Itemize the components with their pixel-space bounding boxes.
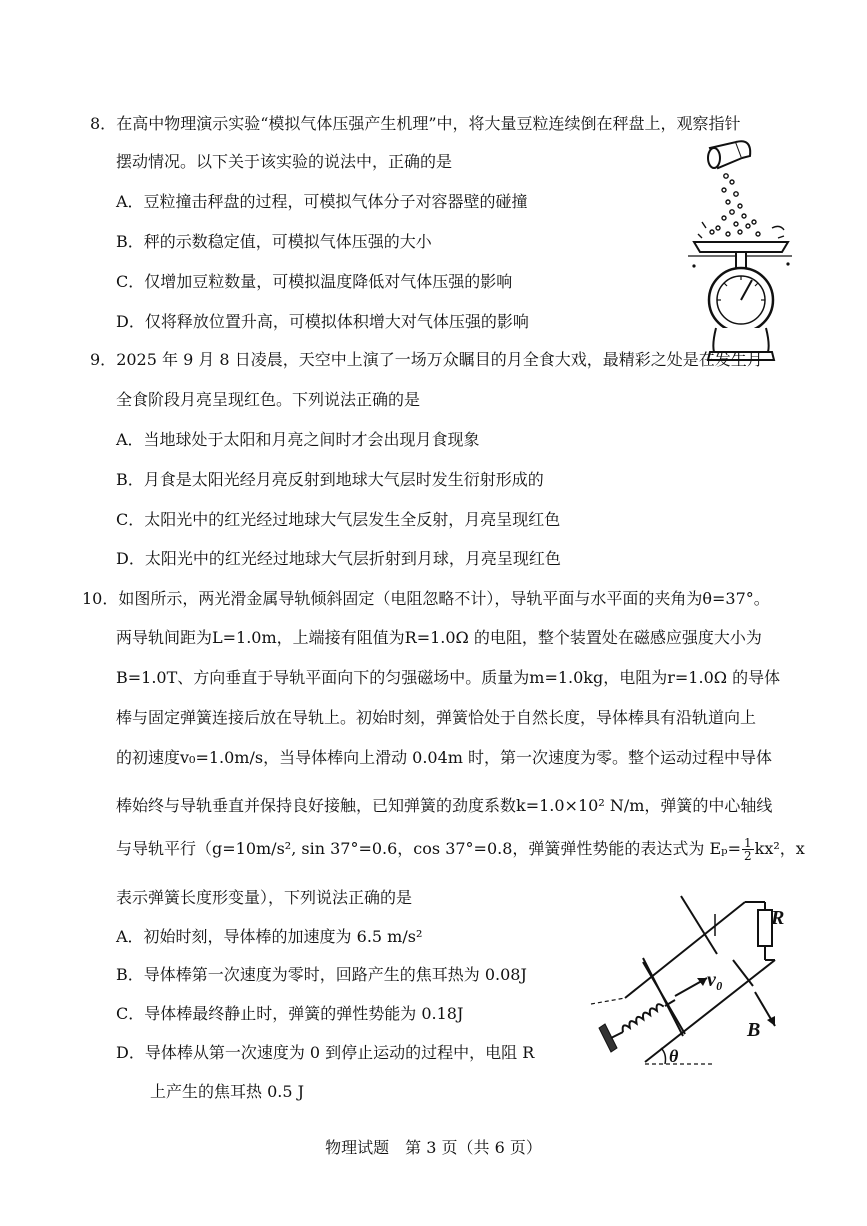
q10-stem-line5: 的初速度v₀=1.0m/s，当导体棒向上滑动 0.04m 时，第一次速度为零。整个运动过程中导体 — [116, 748, 773, 767]
q10-option-a: A．初始时刻，导体棒的加速度为 6.5 m/s² — [116, 927, 423, 946]
q8-number: 8． — [90, 114, 117, 133]
q10-option-b: B．导体棒第一次速度为零时，回路产生的焦耳热为 0.08J — [116, 965, 527, 984]
q8-stem-line1: 8．在高中物理演示实验“模拟气体压强产生机理”中，将大量豆粒连续倒在秤盘上，观察指针 — [90, 114, 741, 133]
q10-stem-line4: 棒与固定弹簧连接后放在导轨上。初始时刻，弹簧恰处于自然长度，导体棒具有沿轨道向上 — [116, 708, 757, 727]
q10-stem-line3: B=1.0T、方向垂直于导轨平面向下的匀强磁场中。质量为m=1.0kg，电阻为r=1.0Ω 的导体 — [116, 668, 781, 687]
q8-stem-line2: 摆动情况。以下关于该实验的说法中，正确的是 — [116, 152, 453, 171]
q10-number: 10． — [82, 589, 119, 608]
q9-number: 9． — [90, 350, 117, 369]
scale-figure — [688, 138, 798, 370]
rail-figure — [585, 892, 795, 1074]
q10-option-d: D．导体棒从第一次速度为 0 到停止运动的过程中，电阻 R — [116, 1043, 535, 1062]
q9-option-b: B．月食是太阳光经月亮反射到地球大气层时发生衍射形成的 — [116, 470, 544, 489]
q9-stem-line1: 9．2025 年 9 月 8 日凌晨，天空中上演了一场万众瞩目的月全食大戏，最精彩之处是在发生月 — [90, 350, 763, 369]
q9-option-a: A．当地球处于太阳和月亮之间时才会出现月食现象 — [116, 430, 480, 449]
q8-option-c: C．仅增加豆粒数量，可模拟温度降低对气体压强的影响 — [116, 272, 513, 291]
q9-option-d: D．太阳光中的红光经过地球大气层折射到月球，月亮呈现红色 — [116, 549, 561, 568]
q10-option-d-cont: 上产生的焦耳热 0.5 J — [150, 1082, 305, 1101]
q10-stem-line2: 两导轨间距为L=1.0m，上端接有阻值为R=1.0Ω 的电阻，整个装置处在磁感应强度大小为 — [116, 628, 762, 647]
one-half-fraction: $\frac{1}{2}$ — [743, 836, 752, 863]
q8-option-b: B．秤的示数稳定值，可模拟气体压强的大小 — [116, 232, 432, 251]
q10-stem-line6: 棒始终与导轨垂直并保持良好接触，已知弹簧的劲度系数k=1.0×10² N/m，弹簧的中心轴线 — [116, 796, 773, 815]
q9-option-c: C．太阳光中的红光经过地球大气层发生全反射，月亮呈现红色 — [116, 510, 561, 529]
q8-option-a: A．豆粒撞击秤盘的过程，可模拟气体分子对容器壁的碰撞 — [116, 192, 528, 211]
label-theta: θ — [669, 1046, 679, 1066]
q10-stem-line7: 与导轨平行（g=10m/s², sin 37°=0.6，cos 37°=0.8，弹簧弹性势能的表达式为 Eₚ= $\frac{1}{2}$ kx²，x — [116, 836, 805, 863]
q10-stem-line8: 表示弹簧长度形变量），下列说法正确的是 — [116, 888, 413, 907]
q8-option-d: D．仅将释放位置升高，可模拟体积增大对气体压强的影响 — [116, 312, 529, 331]
q10-option-c: C．导体棒最终静止时，弹簧的弹性势能为 0.18J — [116, 1004, 464, 1023]
q9-stem-line2: 全食阶段月亮呈现红色。下列说法正确的是 — [116, 390, 421, 409]
page-footer: 物理试题 第 3 页（共 6 页） — [325, 1138, 542, 1157]
label-R: R — [771, 907, 785, 929]
q10-stem-line1: 10．如图所示，两光滑金属导轨倾斜固定（电阻忽略不计），导轨平面与水平面的夹角为θ=37°。 — [82, 589, 770, 608]
label-B: B — [747, 1019, 761, 1041]
label-v0: v₀ — [707, 969, 723, 991]
